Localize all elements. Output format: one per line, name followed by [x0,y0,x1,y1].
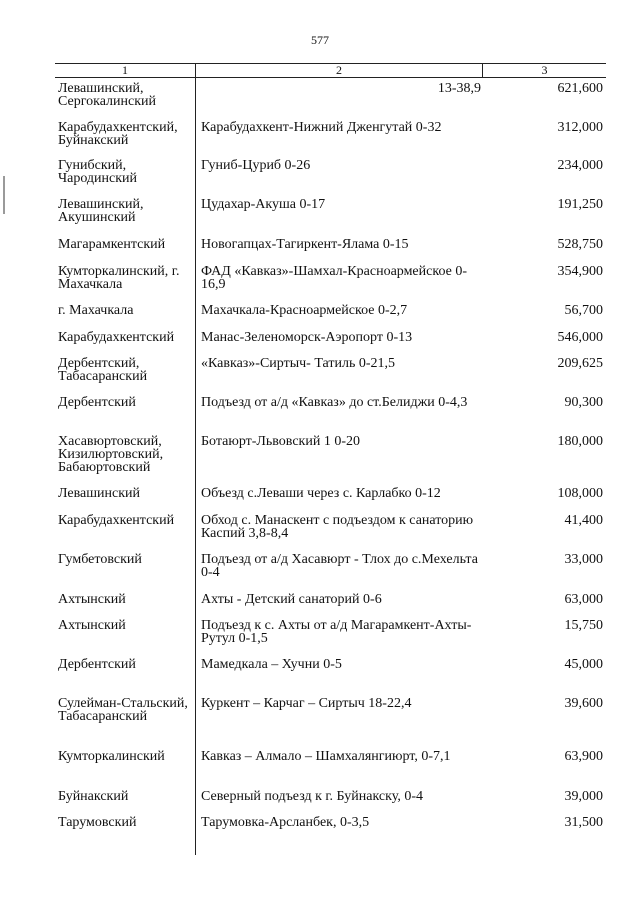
header-bottom-border [55,77,606,78]
road-cell: «Кавказ»-Сиртыч- Татиль 0-21,5 [201,356,396,371]
header-col-1: 1 [122,63,128,77]
district-cell: Левашинский [58,486,141,501]
value-cell: 621,600 [557,81,603,96]
road-cell: Подъезд к с. Ахты от а/д Магарамкент-Ахты-Рутул 0-1,5 [201,618,472,646]
value-cell: 63,000 [564,592,603,607]
road-funding-table [55,63,606,855]
value-cell: 15,750 [564,618,603,633]
header-col-2: 2 [336,63,342,77]
value-cell: 528,750 [557,237,603,252]
district-cell: Тарумовский [58,815,137,830]
value-cell: 63,900 [564,749,603,764]
road-cell: Карабудахкент-Нижний Дженгутай 0-32 [201,120,442,135]
road-cell: Манас-Зеленоморск-Аэропорт 0-13 [201,330,413,345]
district-cell: Дербентский, Табасаранский [58,356,148,384]
road-cell: Подъезд от а/д Хасавюрт - Тлох до с.Мехельта 0-4 [201,552,478,580]
road-cell: Обход с. Манаскент с подъездом к санаторию Каспий 3,8-8,4 [201,513,474,541]
road-cell: Новогапцах-Тагиркент-Ялама 0-15 [201,237,409,252]
road-cell: Тарумовка-Арсланбек, 0-3,5 [201,815,370,830]
district-cell: Левашинский, Акушинский [58,197,144,225]
district-cell: Буйнакский [58,789,129,804]
value-cell: 56,700 [564,303,603,318]
road-cell: Мамедкала – Хучни 0-5 [201,657,342,672]
road-cell: Махачкала-Красноармейское 0-2,7 [201,303,408,318]
column-divider-1 [195,63,196,855]
district-cell: Кумторкалинский [58,749,165,764]
road-cell: Гуниб-Цуриб 0-26 [201,158,311,173]
road-cell: Подъезд от а/д «Кавказ» до ст.Белиджи 0-4,3 [201,395,468,410]
district-cell: Ахтынский [58,592,126,607]
road-cell: Северный подъезд к г. Буйнакску, 0-4 [201,789,423,804]
value-cell: 90,300 [564,395,603,410]
value-cell: 39,000 [564,789,603,804]
scan-edge-mark [3,176,5,214]
district-cell: Хасавюртовский, Кизилюртовский, Бабаюртовский [58,434,164,475]
value-cell: 31,500 [564,815,603,830]
value-cell: 180,000 [557,434,603,449]
road-cell: Объезд с.Леваши через с. Карлабко 0-12 [201,486,441,501]
district-cell: Карабудахкентский, Буйнакский [58,120,178,148]
value-cell: 354,900 [557,264,603,279]
district-cell: Карабудахкентский [58,330,175,345]
value-cell: 33,000 [564,552,603,567]
district-cell: Магарамкентский [58,237,166,252]
page-number: 577 [311,33,329,47]
value-cell: 312,000 [557,120,603,135]
district-cell: Дербентский [58,395,136,410]
district-cell: Гумбетовский [58,552,142,567]
district-cell: Ахтынский [58,618,126,633]
road-cell: Куркент – Карчаг – Сиртыч 18-22,4 [201,696,412,711]
value-cell: 39,600 [564,696,603,711]
district-cell: Кумторкалинский, г. Махачкала [58,264,180,292]
road-cell: Кавказ – Алмало – Шамхалянгиюрт, 0-7,1 [201,749,451,764]
value-cell: 41,400 [564,513,603,528]
district-cell: Дербентский [58,657,136,672]
district-cell: Гунибский, Чародинский [58,158,138,186]
district-cell: г. Махачкала [58,303,134,318]
road-cell: Ахты - Детский санаторий 0-6 [201,592,382,607]
district-cell: Карабудахкентский [58,513,175,528]
district-cell: Левашинский, Сергокалинский [58,81,157,109]
road-cell: Цудахар-Акуша 0-17 [201,197,326,212]
value-cell: 108,000 [557,486,603,501]
road-cell: 13-38,9 [437,81,481,96]
value-cell: 45,000 [564,657,603,672]
value-cell: 209,625 [557,356,603,371]
value-cell: 546,000 [557,330,603,345]
road-cell: ФАД «Кавказ»-Шамхал-Красноармейское 0-16,9 [201,264,467,292]
header-col-3: 3 [541,63,548,77]
value-cell: 234,000 [557,158,603,173]
road-cell: Ботаюрт-Львовский 1 0-20 [201,434,360,449]
value-cell: 191,250 [557,197,603,212]
district-cell: Сулейман-Стальский, Табасаранский [58,696,188,724]
